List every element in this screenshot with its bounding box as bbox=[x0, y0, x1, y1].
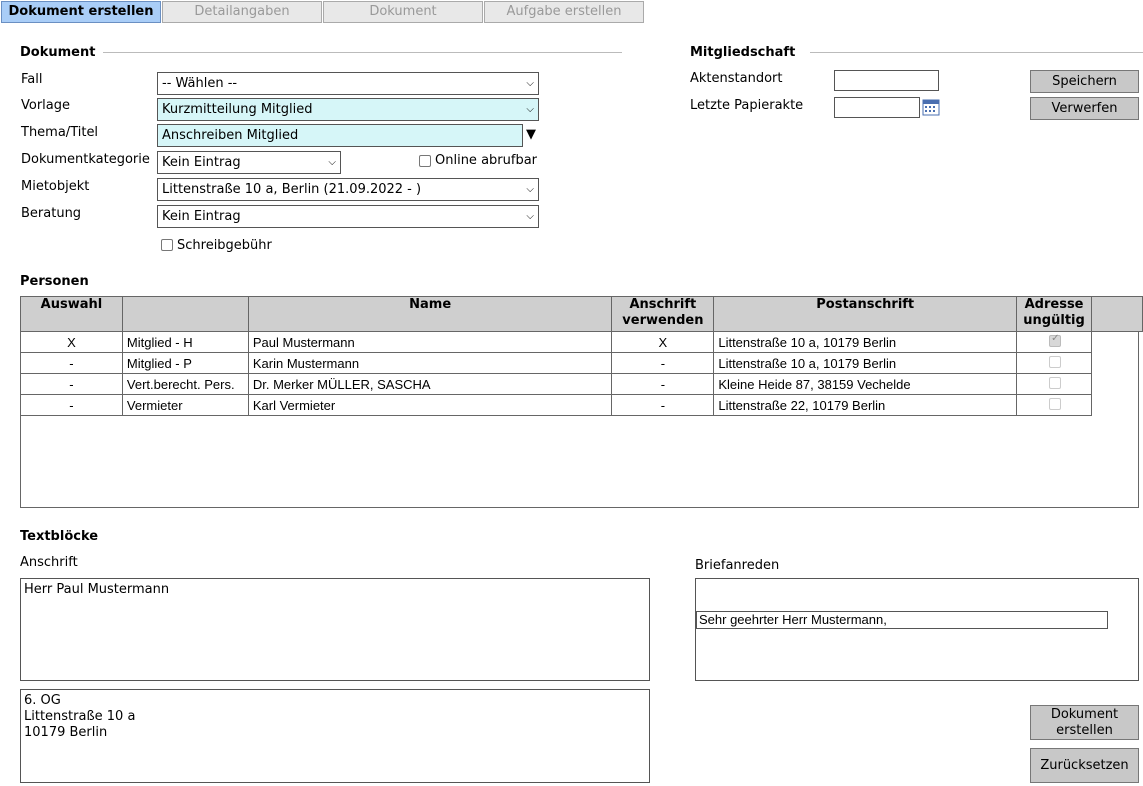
adresse-textarea[interactable]: 6. OG Littenstraße 10 a 10179 Berlin bbox=[20, 689, 650, 783]
section-title-textbloecke: Textblöcke bbox=[20, 529, 99, 544]
chevron-down-icon: ⌵ bbox=[526, 104, 534, 115]
thema-value: Anschreiben Mitglied bbox=[162, 128, 299, 143]
column-header-auswahl: Auswahl bbox=[21, 297, 123, 332]
empty-cell bbox=[1092, 395, 1143, 416]
beratung-value: Kein Eintrag bbox=[162, 209, 241, 224]
create-document-button[interactable]: Dokument erstellen bbox=[1030, 705, 1139, 740]
vorlage-label: Vorlage bbox=[21, 98, 71, 113]
auswahl-cell[interactable]: - bbox=[21, 353, 123, 374]
vorlage-value: Kurzmitteilung Mitglied bbox=[162, 102, 313, 117]
table-row[interactable] bbox=[21, 395, 1143, 416]
auswahl-cell[interactable]: - bbox=[21, 395, 123, 416]
mietobjekt-value: Littenstraße 10 a, Berlin (21.09.2022 - ) bbox=[162, 182, 422, 197]
section-title-personen: Personen bbox=[20, 274, 89, 289]
tab-dokument-erstellen[interactable]: Dokument erstellen bbox=[1, 1, 161, 23]
aktenstandort-input[interactable] bbox=[834, 70, 939, 91]
calendar-icon[interactable] bbox=[922, 98, 940, 116]
table-row[interactable] bbox=[21, 374, 1143, 395]
table-row[interactable] bbox=[21, 332, 1143, 353]
empty-cell bbox=[1092, 374, 1143, 395]
column-header-empty bbox=[1092, 297, 1143, 332]
column-header-anschrift-verwenden: Anschrift verwenden bbox=[612, 297, 714, 332]
online-label: Online abrufbar bbox=[435, 153, 538, 168]
empty-cell bbox=[1092, 332, 1143, 353]
postanschrift-cell: Littenstraße 22, 10179 Berlin bbox=[714, 395, 1017, 416]
name-cell: Paul Mustermann bbox=[248, 332, 612, 353]
fall-value: -- Wählen -- bbox=[162, 76, 238, 91]
column-header-name: Name bbox=[248, 297, 612, 332]
name-cell: Dr. Merker MÜLLER, SASCHA bbox=[248, 374, 612, 395]
ungueltig-cell bbox=[1017, 395, 1092, 416]
section-title-mitgliedschaft: Mitgliedschaft bbox=[690, 45, 796, 60]
vorlage-select[interactable] bbox=[157, 98, 539, 121]
auswahl-cell[interactable]: - bbox=[21, 374, 123, 395]
kategorie-select[interactable] bbox=[157, 151, 341, 174]
discard-button[interactable]: Verwerfen bbox=[1030, 97, 1139, 120]
column-header-postanschrift: Postanschrift bbox=[714, 297, 1017, 332]
anschrift-cell[interactable]: - bbox=[612, 374, 714, 395]
name-cell: Karin Mustermann bbox=[248, 353, 612, 374]
chevron-down-icon: ⌵ bbox=[328, 157, 336, 168]
rolle-cell: Vert.berecht. Pers. bbox=[122, 374, 248, 395]
briefanrede-option[interactable]: Sehr geehrter Herr Mustermann, bbox=[696, 611, 1108, 629]
thema-dropdown-icon[interactable]: ▼ bbox=[526, 127, 536, 142]
name-cell: Karl Vermieter bbox=[248, 395, 612, 416]
tab-detailangaben[interactable]: Detailangaben bbox=[162, 1, 322, 23]
anschrift-textarea[interactable]: Herr Paul Mustermann bbox=[20, 578, 650, 681]
chevron-down-icon: ⌵ bbox=[526, 184, 534, 195]
chevron-down-icon: ⌵ bbox=[526, 78, 534, 89]
schreibgebuehr-checkbox[interactable] bbox=[161, 239, 173, 251]
thema-label: Thema/Titel bbox=[21, 125, 99, 140]
ungueltig-cell bbox=[1017, 374, 1092, 395]
fall-select[interactable] bbox=[157, 72, 539, 95]
kategorie-value: Kein Eintrag bbox=[162, 155, 241, 170]
online-checkbox[interactable] bbox=[419, 155, 431, 167]
beratung-label: Beratung bbox=[21, 206, 82, 221]
empty-cell bbox=[1092, 353, 1143, 374]
postanschrift-cell: Kleine Heide 87, 38159 Vechelde bbox=[714, 374, 1017, 395]
tab-aufgabe-erstellen[interactable]: Aufgabe erstellen bbox=[484, 1, 644, 23]
column-header-rolle bbox=[122, 297, 248, 332]
postanschrift-cell: Littenstraße 10 a, 10179 Berlin bbox=[714, 332, 1017, 353]
table-row[interactable] bbox=[21, 353, 1143, 374]
aktenstandort-label: Aktenstandort bbox=[690, 71, 783, 86]
ungueltig-cell bbox=[1017, 353, 1092, 374]
reset-button[interactable]: Zurücksetzen bbox=[1030, 748, 1139, 783]
ungueltig-checkbox bbox=[1049, 335, 1061, 347]
rolle-cell: Vermieter bbox=[122, 395, 248, 416]
rolle-cell: Mitglied - P bbox=[122, 353, 248, 374]
rolle-cell: Mitglied - H bbox=[122, 332, 248, 353]
schreibgebuehr-label: Schreibgebühr bbox=[177, 238, 272, 253]
anschrift-label: Anschrift bbox=[20, 555, 78, 570]
briefanreden-list[interactable] bbox=[695, 578, 1139, 681]
postanschrift-cell: Littenstraße 10 a, 10179 Berlin bbox=[714, 353, 1017, 374]
column-header-adresse-ungueltig: Adresse ungültig bbox=[1017, 297, 1092, 332]
papierakte-input[interactable] bbox=[834, 97, 920, 118]
anschrift-cell[interactable]: - bbox=[612, 353, 714, 374]
save-button[interactable]: Speichern bbox=[1030, 70, 1139, 93]
beratung-select[interactable] bbox=[157, 205, 539, 228]
ungueltig-checkbox bbox=[1049, 398, 1061, 410]
tab-dokument[interactable]: Dokument bbox=[323, 1, 483, 23]
anschrift-cell[interactable]: - bbox=[612, 395, 714, 416]
kategorie-label: Dokumentkategorie bbox=[21, 152, 150, 167]
personen-table bbox=[20, 296, 1143, 416]
papierakte-label: Letzte Papierakte bbox=[690, 98, 804, 113]
ungueltig-checkbox bbox=[1049, 356, 1061, 368]
mietobjekt-select[interactable] bbox=[157, 178, 539, 201]
fall-label: Fall bbox=[21, 72, 43, 87]
chevron-down-icon: ⌵ bbox=[526, 211, 534, 222]
section-divider bbox=[810, 52, 1143, 53]
anschrift-cell[interactable]: X bbox=[612, 332, 714, 353]
briefanreden-label: Briefanreden bbox=[695, 558, 780, 573]
thema-input[interactable] bbox=[157, 124, 523, 147]
auswahl-cell[interactable]: X bbox=[21, 332, 123, 353]
section-divider bbox=[103, 52, 622, 53]
mietobjekt-label: Mietobjekt bbox=[21, 179, 90, 194]
ungueltig-cell bbox=[1017, 332, 1092, 353]
section-title-dokument: Dokument bbox=[20, 45, 96, 60]
ungueltig-checkbox bbox=[1049, 377, 1061, 389]
